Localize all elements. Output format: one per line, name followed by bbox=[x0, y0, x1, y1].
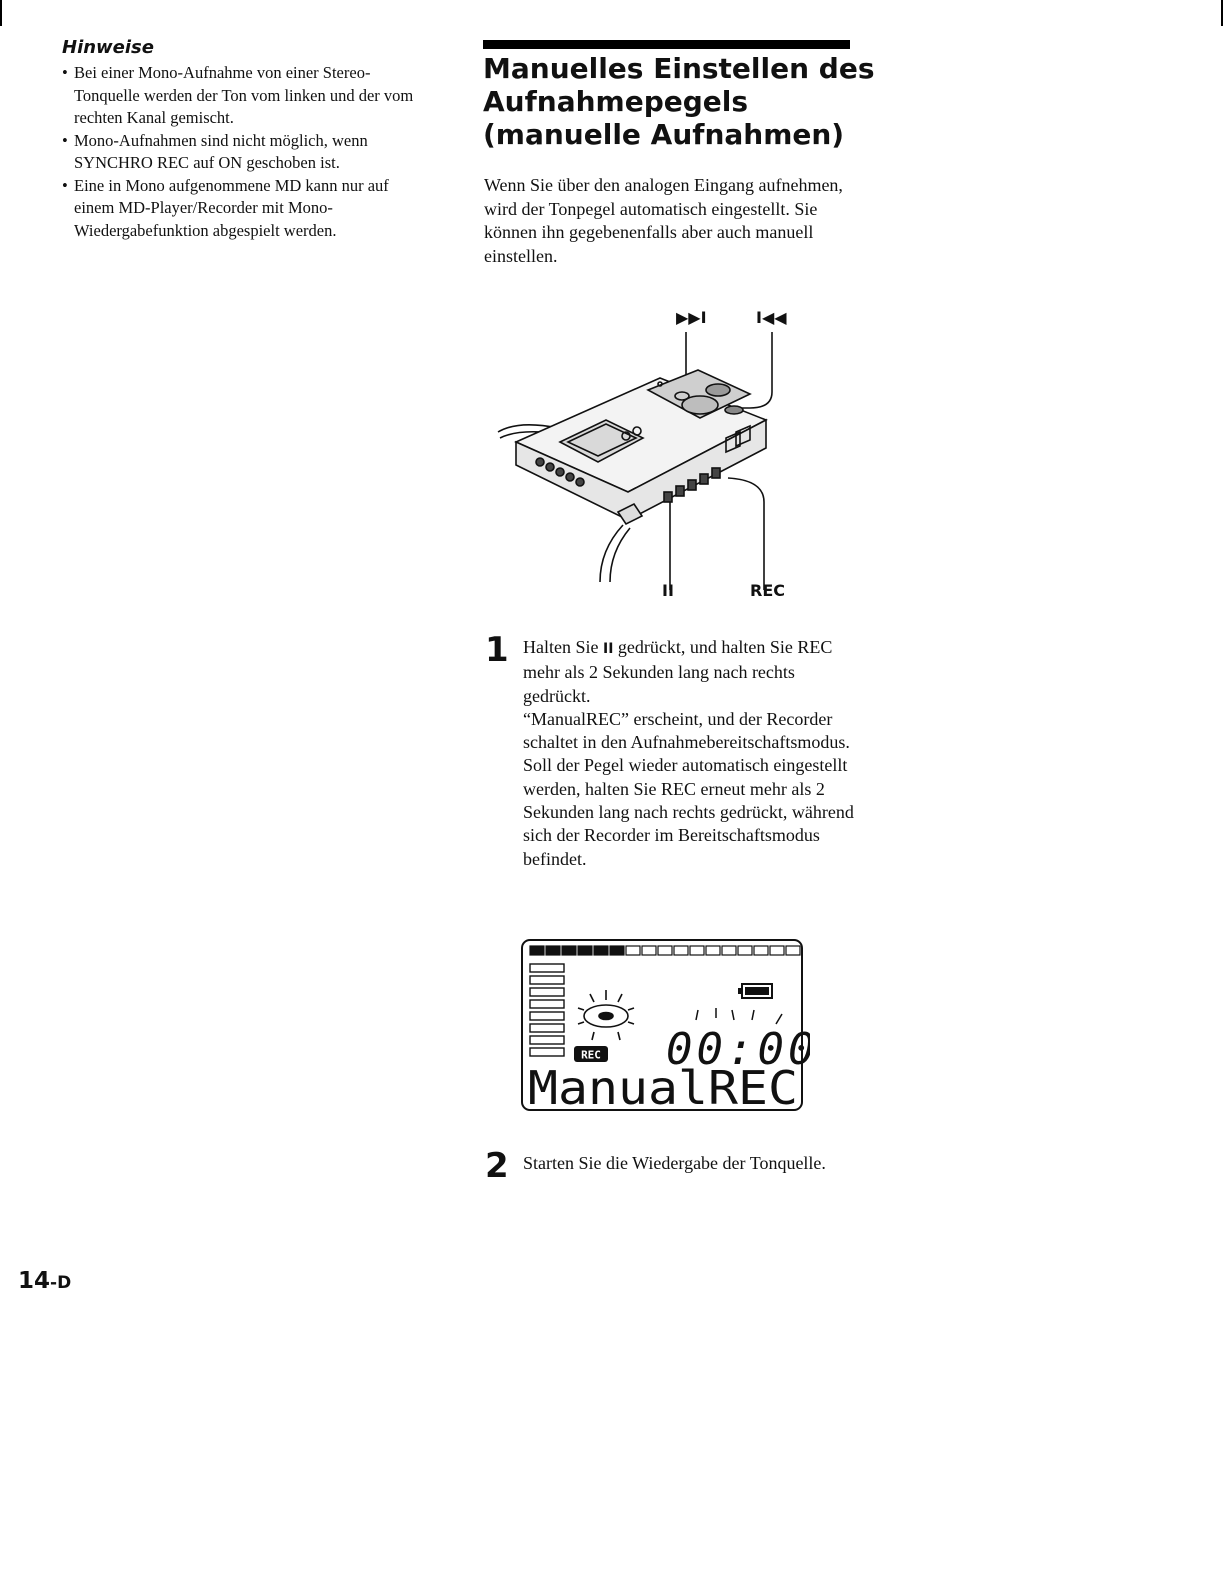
battery-icon bbox=[738, 984, 772, 998]
pause-icon: II bbox=[602, 641, 614, 657]
lcd-time: 00:00 bbox=[666, 1024, 810, 1075]
level-segment bbox=[530, 946, 544, 955]
prev-button-label: I◀◀ bbox=[756, 308, 787, 327]
section-intro: Wenn Sie über den analogen Eingang aufnehmen, wird der Tonpegel automatisch eingestellt. Sie können ihn gegebenenfalls aber auch manuell einstellen. bbox=[484, 175, 843, 266]
step-text-part: Halten Sie bbox=[523, 637, 603, 657]
rec-button-label: REC bbox=[750, 581, 785, 600]
level-segment bbox=[610, 946, 624, 955]
notes-title: Hinweise bbox=[62, 37, 154, 58]
note-item: • Eine in Mono aufgenommene MD kann nur auf einem MD-Player/Recorder mit Mono-Wiedergabefunktion abgespielt werden. bbox=[62, 175, 422, 243]
crop-mark-right bbox=[1221, 0, 1223, 26]
section-rule bbox=[483, 40, 850, 49]
level-segment bbox=[546, 946, 560, 955]
level-segment bbox=[562, 946, 576, 955]
step-text bbox=[523, 636, 860, 871]
lcd-display-illustration bbox=[520, 938, 810, 1116]
level-segment bbox=[674, 946, 688, 955]
note-item: • Mono-Aufnahmen sind nicht möglich, wenn SYNCHRO REC auf ON geschoben ist. bbox=[62, 130, 422, 175]
pause-button-label: II bbox=[662, 581, 674, 600]
level-segment bbox=[626, 946, 640, 955]
lcd-message: ManualREC bbox=[528, 1061, 798, 1115]
crop-mark-left bbox=[0, 0, 2, 26]
step-text-part: gedrückt, und halten Sie REC mehr als 2 Sekunden lang nach rechts gedrückt. bbox=[523, 637, 833, 706]
step-text bbox=[523, 1152, 860, 1175]
minidisc-recorder-drawing bbox=[488, 320, 788, 590]
level-segment bbox=[658, 946, 672, 955]
next-button-label: ▶▶I bbox=[676, 308, 707, 327]
note-item: • Bei einer Mono-Aufnahme von einer Stereo-Tonquelle werden der Ton vom linken und der vom rechten Kanal gemischt. bbox=[62, 62, 422, 130]
section-heading: Manuelles Einstellen des Aufnahmepegels (manuelle Aufnahmen) bbox=[483, 52, 875, 151]
step-number: 1 bbox=[485, 630, 509, 670]
notes-section bbox=[62, 37, 422, 242]
lcd-display bbox=[520, 938, 810, 1116]
step-instruction: Starten Sie die Wiedergabe der Tonquelle. bbox=[523, 1153, 826, 1173]
step-2 bbox=[485, 1146, 860, 1186]
level-segment bbox=[642, 946, 656, 955]
notes-list bbox=[62, 62, 422, 242]
page-number-value: 14 bbox=[18, 1268, 51, 1294]
level-segment bbox=[770, 946, 784, 955]
level-segment bbox=[706, 946, 720, 955]
page-number bbox=[18, 1268, 71, 1294]
level-segment bbox=[786, 946, 800, 955]
step-detail: “ManualREC” erscheint, und der Recorder schaltet in den Aufnahmebereitschaftsmodus. Soll der Pegel wieder automatisch eingestellt werden, halten Sie REC erneut mehr als 2 Sekunden lang nach rechts gedrückt, während sich der Recorder im Bereitschaftsmodus befindet. bbox=[523, 708, 854, 869]
step-instruction bbox=[523, 636, 860, 708]
step-1 bbox=[485, 630, 860, 871]
level-segment bbox=[738, 946, 752, 955]
level-segment bbox=[754, 946, 768, 955]
level-segment bbox=[594, 946, 608, 955]
level-segment bbox=[722, 946, 736, 955]
level-segment bbox=[690, 946, 704, 955]
level-segment bbox=[578, 946, 592, 955]
page-number-suffix: -D bbox=[50, 1273, 72, 1293]
rec-badge-label: REC bbox=[581, 1048, 601, 1062]
step-number: 2 bbox=[485, 1146, 509, 1186]
device-illustration bbox=[488, 300, 788, 605]
